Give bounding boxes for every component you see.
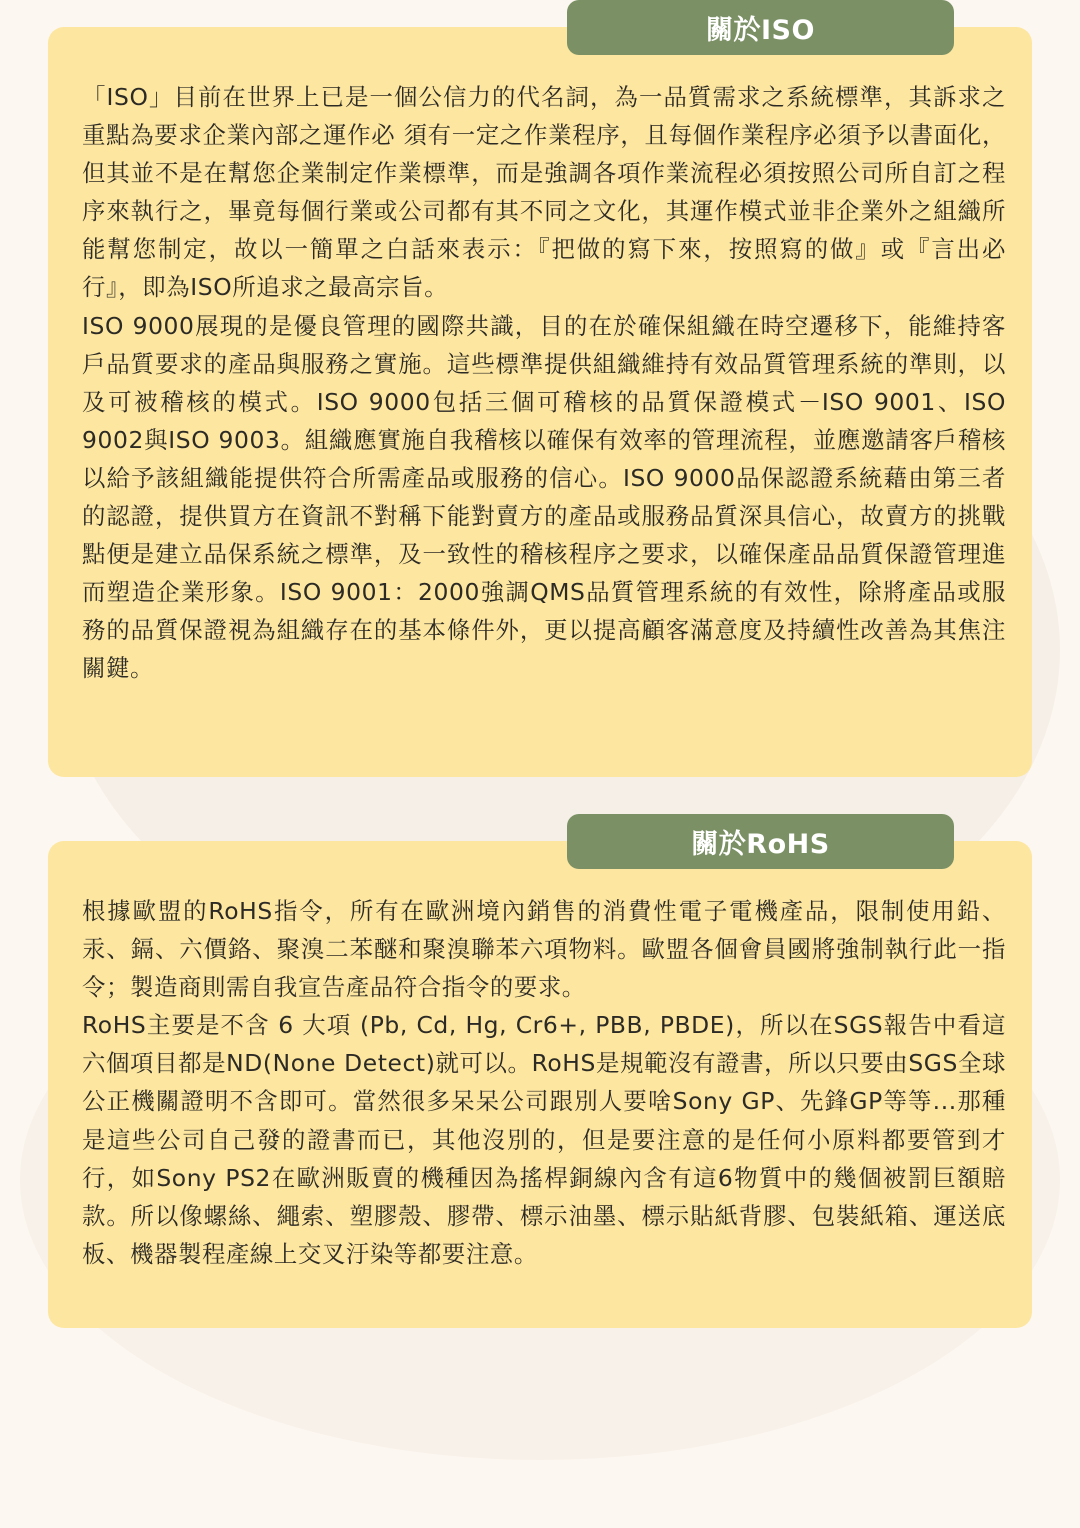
iso-section-body [82, 78, 1006, 688]
iso-section-card [48, 27, 1032, 777]
rohs-section-card [48, 841, 1032, 1328]
iso-paragraph: ISO 9000展現的是優良管理的國際共識，目的在於確保組織在時空遷移下，能維持客戶品質要求的產品與服務之實施。這些標準提供組織維持有效品質管理系統的準則，以及可被稽核的模式。ISO 9000包括三個可稽核的品質保證模式－ISO 9001、ISO 9002與ISO 9003。組織應實施自我稽核以確保有效率的管理流程，並應邀請客戶稽核以給予該組織能提供符合所需產品或服務的信心。ISO 9000品保認證系統藉由第三者的認證，提供買方在資訊不對稱下能對賣方的產品或服務品質深具信心，故賣方的挑戰點便是建立品保系統之標準，及一致性的稽核程序之要求，以確保產品品質保證管理進而塑造企業形象。ISO 9001：2000強調QMS品質管理系統的有效性，除將產品或服務的品質保證視為組織存在的基本條件外，更以提高顧客滿意度及持續性改善為其焦注關鍵。 [82, 311, 1006, 683]
iso-section-heading: 關於ISO [567, 0, 954, 55]
rohs-paragraph: 根據歐盟的RoHS指令，所有在歐洲境內銷售的消費性電子電機產品，限制使用鉛、汞、鎘、六價鉻、聚溴二苯醚和聚溴聯苯六項物料。歐盟各個會員國將強制執行此一指令；製造商則需自我宣告產品符合指令的要求。 [82, 897, 1006, 1002]
rohs-section-body [82, 892, 1006, 1273]
rohs-section-heading: 關於RoHS [567, 814, 954, 869]
iso-paragraph: 「ISO」目前在世界上已是一個公信力的代名詞，為一品質需求之系統標準，其訴求之重點為要求企業內部之運作必 須有一定之作業程序，且每個作業程序必須予以書面化，但其並不是在幫您企業制定作業標準，而是強調各項作業流程必須按照公司所自訂之程序來執行之，畢竟每個行業或公司都有其不同之文化，其運作模式並非企業外之組織所能幫您制定，故以一簡單之白話來表示：『把做的寫下來，按照寫的做』或『言出必行』，即為ISO所追求之最高宗旨。 [82, 83, 1006, 302]
rohs-paragraph: RoHS主要是不含 6 大項 (Pb, Cd, Hg, Cr6+, PBB, PBDE)，所以在SGS報告中看這六個項目都是ND(None Detect)就可以。RoHS是規範沒有證書，所以只要由SGS全球公正機關證明不含即可。當然很多呆呆公司跟別人要啥Sony GP、先鋒GP等等...那種是這些公司自己發的證書而已，其他沒別的，但是要注意的是任何小原料都要管到才行，如Sony PS2在歐洲販賣的機種因為搖桿銅線內含有這6物質中的幾個被罰巨額賠款。所以像螺絲、繩索、塑膠殼、膠帶、標示油墨、標示貼紙背膠、包裝紙箱、運送底板、機器製程產線上交叉汙染等都要注意。 [82, 1011, 1006, 1268]
